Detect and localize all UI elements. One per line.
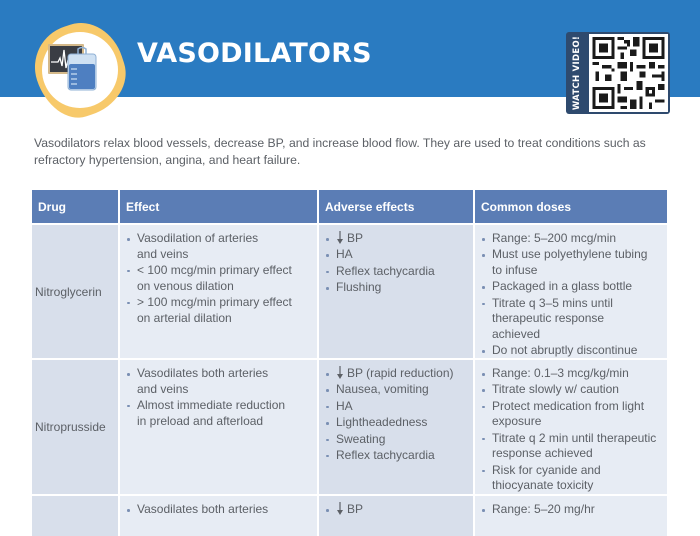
list-item: > 100 mcg/min primary effect on arterial dilation bbox=[126, 295, 304, 326]
watch-video-label: WATCH VIDEO! bbox=[572, 35, 583, 111]
list-item: Packaged in a glass bottle bbox=[481, 279, 663, 295]
list-item: < 100 mcg/min primary effect on venous dilation bbox=[126, 263, 304, 294]
list-item: Vasodilation of arteries and veins bbox=[126, 231, 266, 262]
list-item: Range: 5–20 mg/hr bbox=[481, 502, 663, 518]
monitor-iv-bag-icon bbox=[46, 40, 116, 100]
list-item: Lightheadedness bbox=[325, 415, 469, 431]
header-drug: Drug bbox=[32, 190, 118, 223]
list-item: BP (rapid reduction) bbox=[325, 366, 469, 382]
table-header bbox=[32, 190, 667, 223]
list-item: Do not abruptly discontinue bbox=[481, 343, 663, 359]
list-item: HA bbox=[325, 399, 469, 415]
list-item: Reflex tachycardia bbox=[325, 264, 469, 280]
adverse-cell bbox=[319, 225, 473, 358]
list-item: Titrate q 3–5 mins until therapeutic response achieved bbox=[481, 296, 631, 343]
list-item: Must use polyethylene tubing to infuse bbox=[481, 247, 655, 278]
logo bbox=[30, 20, 130, 120]
doses-cell bbox=[475, 225, 667, 358]
list-item: Titrate slowly w/ caution bbox=[481, 382, 663, 398]
effect-cell bbox=[120, 225, 317, 358]
header-common-doses: Common doses bbox=[475, 190, 667, 223]
list-item: Reflex tachycardia bbox=[325, 448, 469, 464]
down-arrow-icon bbox=[336, 502, 344, 515]
table-row bbox=[32, 225, 667, 358]
list-item: Range: 0.1–3 mcg/kg/min bbox=[481, 366, 663, 382]
effect-cell bbox=[120, 496, 317, 536]
drug-table bbox=[32, 190, 667, 536]
list-item: Sweating bbox=[325, 432, 469, 448]
list-item: Risk for cyanide and thiocyanate toxicity bbox=[481, 463, 665, 494]
list-item: Nausea, vomiting bbox=[325, 382, 469, 398]
list-item: Vasodilates both arteries bbox=[126, 502, 313, 518]
list-item: HA bbox=[325, 247, 469, 263]
list-item: Flushing bbox=[325, 280, 469, 296]
intro-text: Vasodilators relax blood vessels, decrease BP, and increase blood flow. They are used to treat conditions such as refractory hypertension, angina, and heart failure. bbox=[34, 136, 646, 167]
table-row bbox=[32, 360, 667, 494]
list-item: BP bbox=[325, 502, 469, 518]
adverse-cell bbox=[319, 496, 473, 536]
list-item: Titrate q 2 min until therapeutic response achieved bbox=[481, 431, 661, 462]
list-item: Range: 5–200 mcg/min bbox=[481, 231, 663, 247]
header-adverse-effects: Adverse effects bbox=[319, 190, 473, 223]
list-item: BP bbox=[325, 231, 469, 247]
table-row bbox=[32, 496, 667, 536]
down-arrow-icon bbox=[336, 366, 344, 379]
drug-name bbox=[32, 496, 118, 536]
qr-code-icon[interactable] bbox=[589, 34, 668, 112]
list-item: Protect medication from light exposure bbox=[481, 399, 651, 430]
drug-name: Nitroglycerin bbox=[32, 225, 118, 358]
doses-cell bbox=[475, 360, 667, 494]
drug-name: Nitroprusside bbox=[32, 360, 118, 494]
header-effect: Effect bbox=[120, 190, 317, 223]
adverse-cell bbox=[319, 360, 473, 494]
effect-cell bbox=[120, 360, 317, 494]
down-arrow-icon bbox=[336, 231, 344, 244]
list-item: Vasodilates both arteries and veins bbox=[126, 366, 276, 397]
doses-cell bbox=[475, 496, 667, 536]
list-item: Almost immediate reduction in preload and afterload bbox=[126, 398, 286, 429]
page-title: VASODILATORS bbox=[137, 38, 372, 69]
